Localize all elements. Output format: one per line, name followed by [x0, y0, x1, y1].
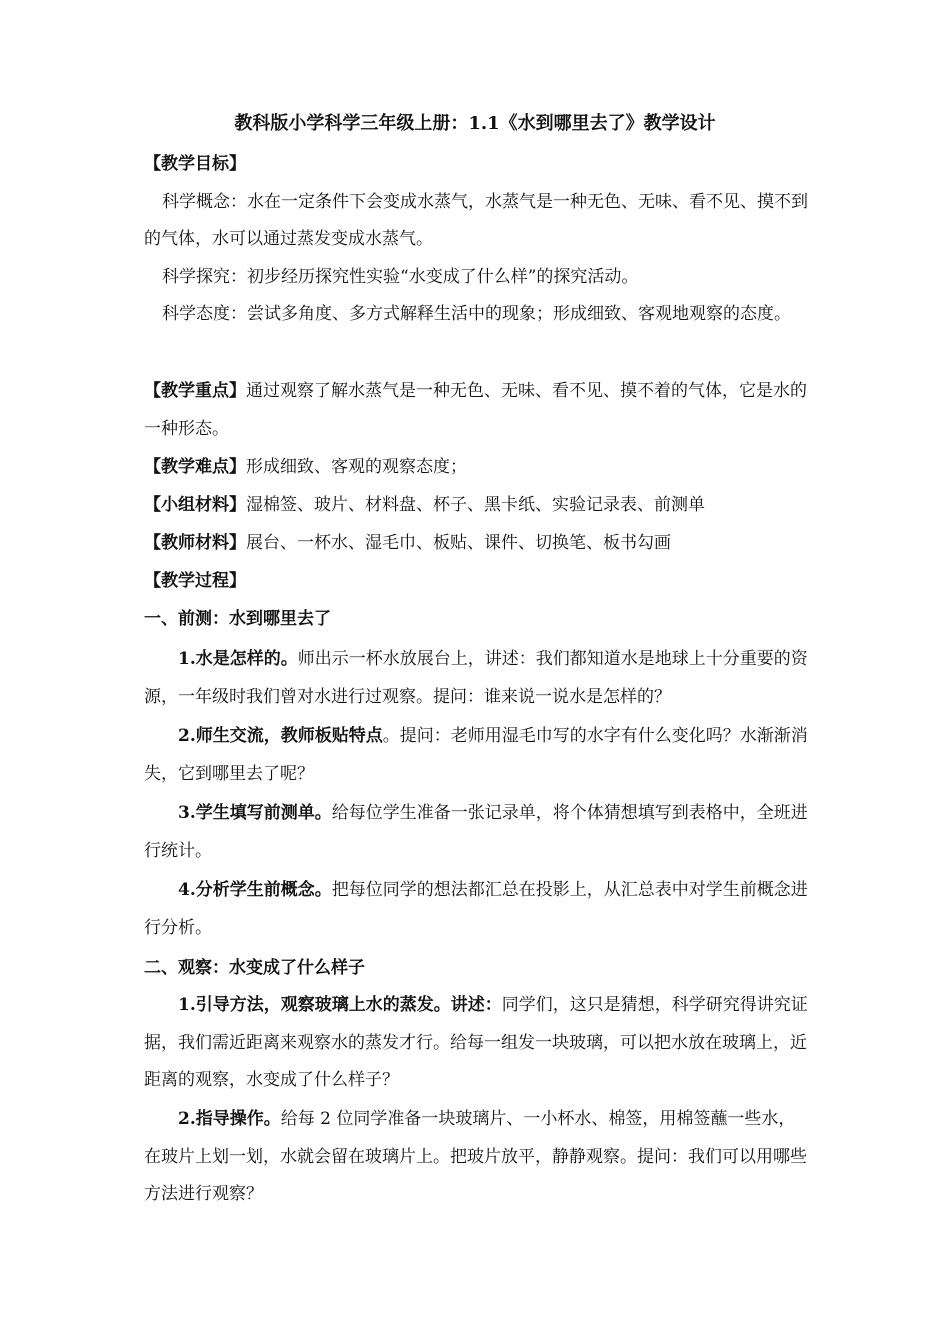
- key-point-label: 【教学重点】: [144, 381, 246, 401]
- group-materials: [144, 487, 812, 525]
- section-1: [144, 601, 812, 639]
- section-2-heading: 二、观察：水变成了什么样子: [144, 958, 365, 978]
- goals-heading: 【教学目标】: [144, 154, 246, 174]
- key-point: [144, 373, 812, 448]
- difficulty-text: 形成细致、客观的观察态度；: [246, 457, 467, 477]
- section-2: [144, 950, 812, 988]
- difficulty: [144, 449, 812, 487]
- section-1-heading: 一、前测：水到哪里去了: [144, 609, 331, 629]
- process-heading-text: 【教学过程】: [144, 571, 246, 591]
- item-text: 把每位同学的想法都汇总在投影上，从汇总表中对学生前概念进行分析。: [144, 880, 808, 938]
- section-2-item-1: [144, 987, 812, 1100]
- teacher-materials-text: 展台、一杯水、湿毛巾、板贴、课件、切换笔、板书勾画: [246, 533, 671, 553]
- item-lead: 3.学生填写前测单。: [178, 803, 332, 823]
- item-lead: 1.水是怎样的。: [178, 649, 298, 669]
- item-text: 。提问：老师用湿毛巾写的水字有什么变化吗？水渐渐消失，它到哪里去了呢？: [144, 726, 808, 784]
- section-1-item-4: [144, 872, 812, 947]
- teaching-goals: [144, 146, 812, 334]
- teacher-materials-label: 【教师材料】: [144, 533, 246, 553]
- difficulty-label: 【教学难点】: [144, 457, 246, 477]
- goal-attitude: 科学态度：尝试多角度、多方式解释生活中的现象；形成细致、客观地观察的态度。: [162, 304, 791, 324]
- item-text: 师出示一杯水放展台上，讲述：我们都知道水是地球上十分重要的资源，一年级时我们曾对水进行过观察。提问：谁来说一说水是怎样的？: [144, 649, 808, 707]
- goal-concept: 科学概念：水在一定条件下会变成水蒸气，水蒸气是一种无色、无味、看不见、摸不到的气体，水可以通过蒸发变成水蒸气。: [144, 191, 808, 249]
- item-lead: 2.师生交流，教师板贴特点: [178, 726, 383, 746]
- group-materials-label: 【小组材料】: [144, 495, 246, 515]
- item-lead: 1.引导方法，观察玻璃上水的蒸发。讲述：: [178, 995, 502, 1015]
- process-heading: [144, 563, 812, 601]
- section-1-item-2: [144, 718, 812, 793]
- item-lead: 2.指导操作。: [178, 1109, 281, 1129]
- section-2-item-2: [144, 1101, 812, 1214]
- item-text: 给每位学生准备一张记录单，将个体猜想填写到表格中，全班进行统计。: [144, 803, 808, 861]
- teacher-materials: [144, 525, 812, 563]
- key-point-text: 通过观察了解水蒸气是一种无色、无味、看不见、摸不着的气体，它是水的一种形态。: [144, 381, 807, 439]
- item-text: 同学们，这只是猜想，科学研究得讲究证据，我们需近距离来观察水的蒸发才行。给每一组发一块玻璃，可以把水放在玻璃上，近距离的观察，水变成了什么样子？: [144, 995, 808, 1090]
- item-lead: 4.分析学生前概念。: [178, 880, 332, 900]
- group-materials-text: 湿棉签、玻片、材料盘、杯子、黑卡纸、实验记录表、前测单: [246, 495, 705, 515]
- item-text: 给每 2 位同学准备一块玻璃片、一小杯水、棉签，用棉签蘸一些水，在玻片上划一划，水就会留在玻璃片上。把玻片放平，静静观察。提问：我们可以用哪些方法进行观察？: [144, 1109, 807, 1204]
- document-title: 教科版小学科学三年级上册：1.1《水到哪里去了》教学设计: [234, 113, 716, 134]
- section-1-item-1: [144, 641, 812, 716]
- section-1-item-3: [144, 795, 812, 870]
- goal-inquiry: 科学探究：初步经历探究性实验“水变成了什么样”的探究活动。: [162, 266, 639, 287]
